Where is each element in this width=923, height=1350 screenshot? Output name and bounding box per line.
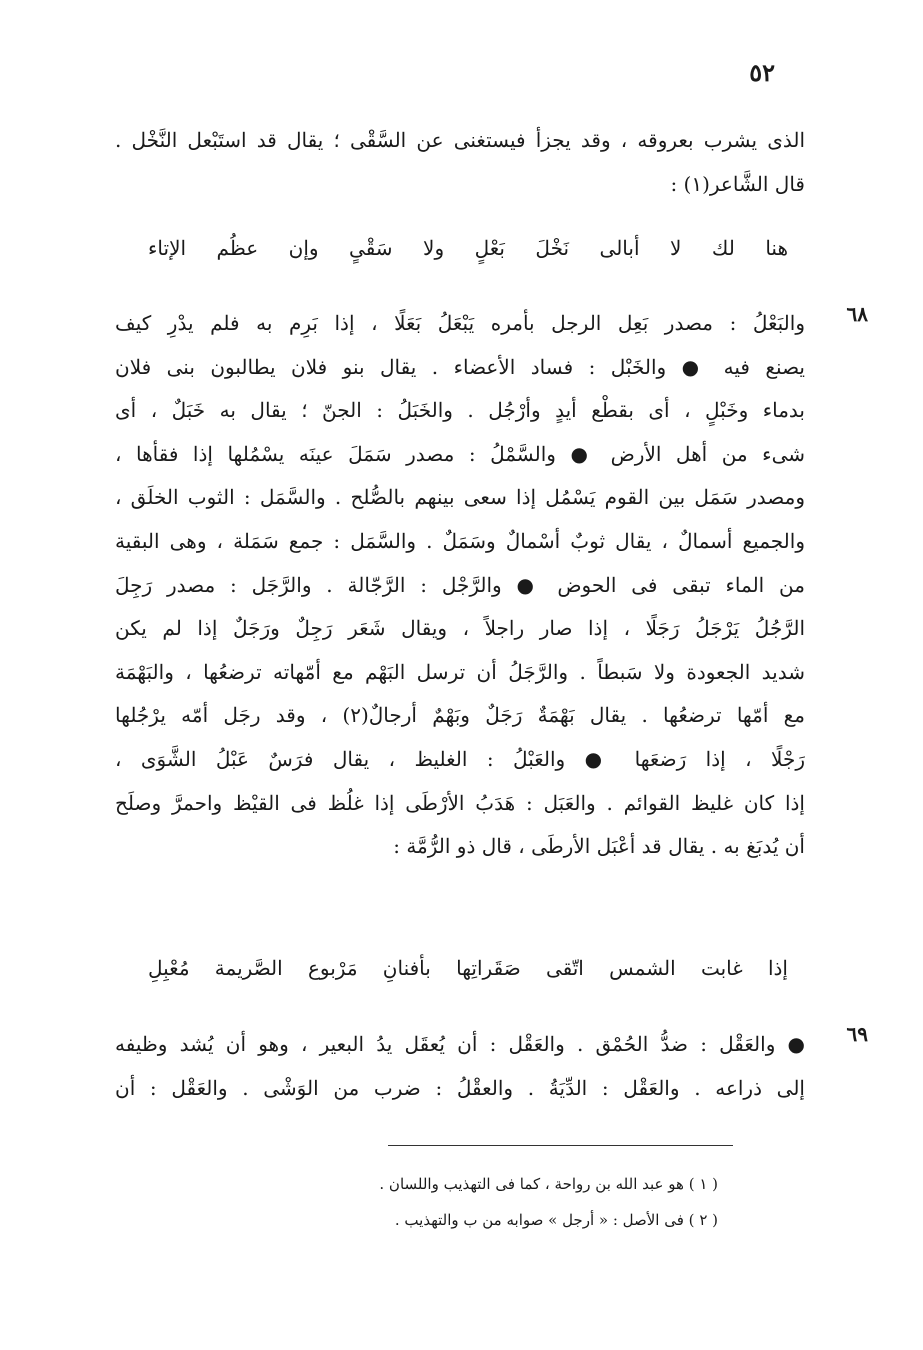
text-line: الرَّجُلُ يَرْجَلُ رَجَلًا ، إذا صار راجلاً ، ويقال شَعَر رَجِلٌ ورَجَلٌ إذا لم يكن [115, 616, 805, 641]
text-line: والبَعْلُ : مصدر بَعِل الرجل بأمره يَبْعَلُ بَعَلًا ، إذا بَرِم به فلم يدْرِ كيف [115, 311, 805, 335]
intro-paragraph [115, 118, 805, 206]
footnote-divider [388, 1145, 733, 1146]
text-line: ومصدر سَمَل بين القوم يَسْمُل إذا سعى بينهم بالصُّلح . والسَّمَل : الثوب الخلَق ، [115, 485, 805, 510]
poem-verse-2: إذا غابت الشمس اتّقى صَقَراتِها بأفنانِ مَرْبوع الصَّريمة مُعْبِلِ [148, 956, 788, 980]
text-line: أن يُدبَغ به . يقال قد أعْبَل الأرطَى ، قال ذو الرُّمَّة : [393, 834, 805, 859]
text-line: الذى يشرب بعروقه ، وقد يجزأ فيستغنى عن السَّقْى ؛ يقال قد استَبْعل النَّخْل . [115, 128, 805, 152]
footnote-1: ( ١ ) هو عبد الله بن رواحة ، كما فى التهذيب واللسان . [379, 1175, 718, 1193]
text-line: من الماء تبقى فى الحوض ● والرَّجْل : الرَّجّالة . والرَّجَل : مصدر رَجِلَ [115, 572, 805, 597]
footnotes [198, 1166, 718, 1238]
text-line: رَجْلًا ، إذا رَضعَها ● والعَبْلُ : الغليظ ، يقال فرَسٌ عَبْلُ الشَّوَى ، [115, 746, 805, 771]
text-line: إذا كان غليظ القوائم . والعَبَل : هَدَبُ الأرْطَى إذا غلُظ فى القيْظ واحمرَّ وصلَح [115, 790, 805, 815]
text-line: شديد الجعودة ولا سَبطاً . والرَّجَلُ أن ترسل البَهْم مع أمّهاته ترضعُها ، والبَهْمَة [115, 659, 805, 684]
text-line: بدماء وخَبْلٍ ، أى بقطْع أيدٍ وأرْجُل . والخَبَلُ : الجنّ ؛ يقال به خَبَلٌ ، أى [115, 398, 805, 423]
entry-69-paragraph [115, 1022, 805, 1110]
entry-number-69: ٦٩ [846, 1022, 868, 1046]
entry-number-68: ٦٨ [846, 302, 868, 326]
poem-verse-1: هنا لك لا أبالى نَخْلَ بَعْلٍ ولا سَقْىٍ وإن عظُم الإتاء [148, 236, 788, 260]
text-line: قال الشَّاعر(١) : [670, 172, 805, 196]
text-line: إلى ذراعه . والعَقْل : الدِّيَةُ . والعقْلُ : ضرب من الوَشْى . والعَقْل : أن [115, 1076, 805, 1100]
page-number: ٥٢ [749, 58, 775, 87]
entry-68-paragraph [115, 302, 805, 869]
text-line: مع أمّها ترضعُها . يقال بَهْمَةٌ رَجَلٌ وبَهْمٌ أرجالٌ(٢) ، وقد رجَل أمّه يرْجُلها [115, 703, 805, 728]
footnote-2: ( ٢ ) فى الأصل : « أرجل » صوابه من ب والتهذيب . [394, 1211, 718, 1229]
text-line: يصنع فيه ● والخَبْل : فساد الأعضاء . يقال بنو فلان يطالبون بنى فلان [115, 354, 805, 379]
text-line: والجميع أسمالٌ ، يقال ثوبٌ أسْمالٌ وسَمَلٌ . والسَّمَل : جمع سَمَلة ، وهى البقية [115, 528, 805, 553]
text-line: ● والعَقْل : ضدُّ الحُمْق . والعَقْل : أن يُعقَل يدُ البعير ، وهو أن يُشد وظيفه [115, 1032, 805, 1056]
text-line: شىء من أهل الأرض ● والسَّمْلُ : مصدر سَمَلَ عينَه يسْمُلها إذا فقأها ، [115, 441, 805, 466]
